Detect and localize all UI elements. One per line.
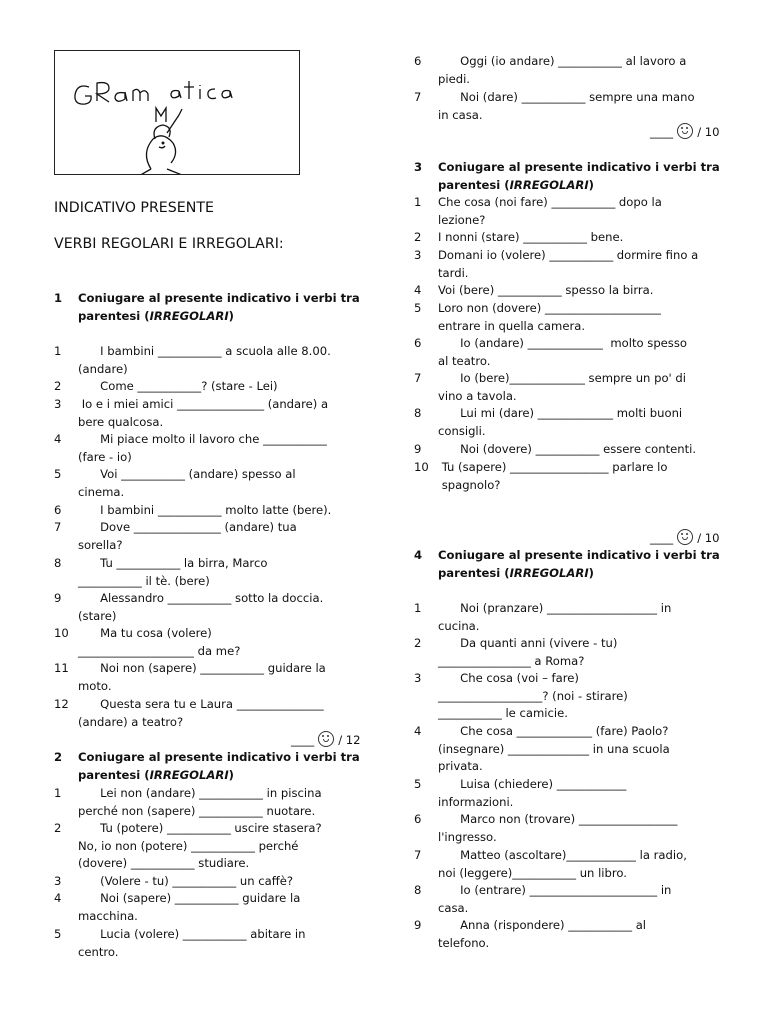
s2-score: ____ / 10 [650, 125, 720, 139]
page-subtitle: VERBI REGOLARI E IRREGOLARI: [54, 236, 284, 252]
smiley-face-icon [677, 529, 693, 545]
svg-text:gRamMatica: gRamMatica [65, 65, 72, 66]
smiley-face-icon [318, 731, 334, 747]
smiley-face-icon [677, 123, 693, 139]
grammatica-logo [54, 50, 300, 175]
s3-score: ____ / 10 [650, 531, 720, 545]
grammatica-illustration [55, 51, 300, 175]
page-title: INDICATIVO PRESENTE [54, 200, 214, 216]
s1-score: ____ / 12 [291, 733, 361, 747]
